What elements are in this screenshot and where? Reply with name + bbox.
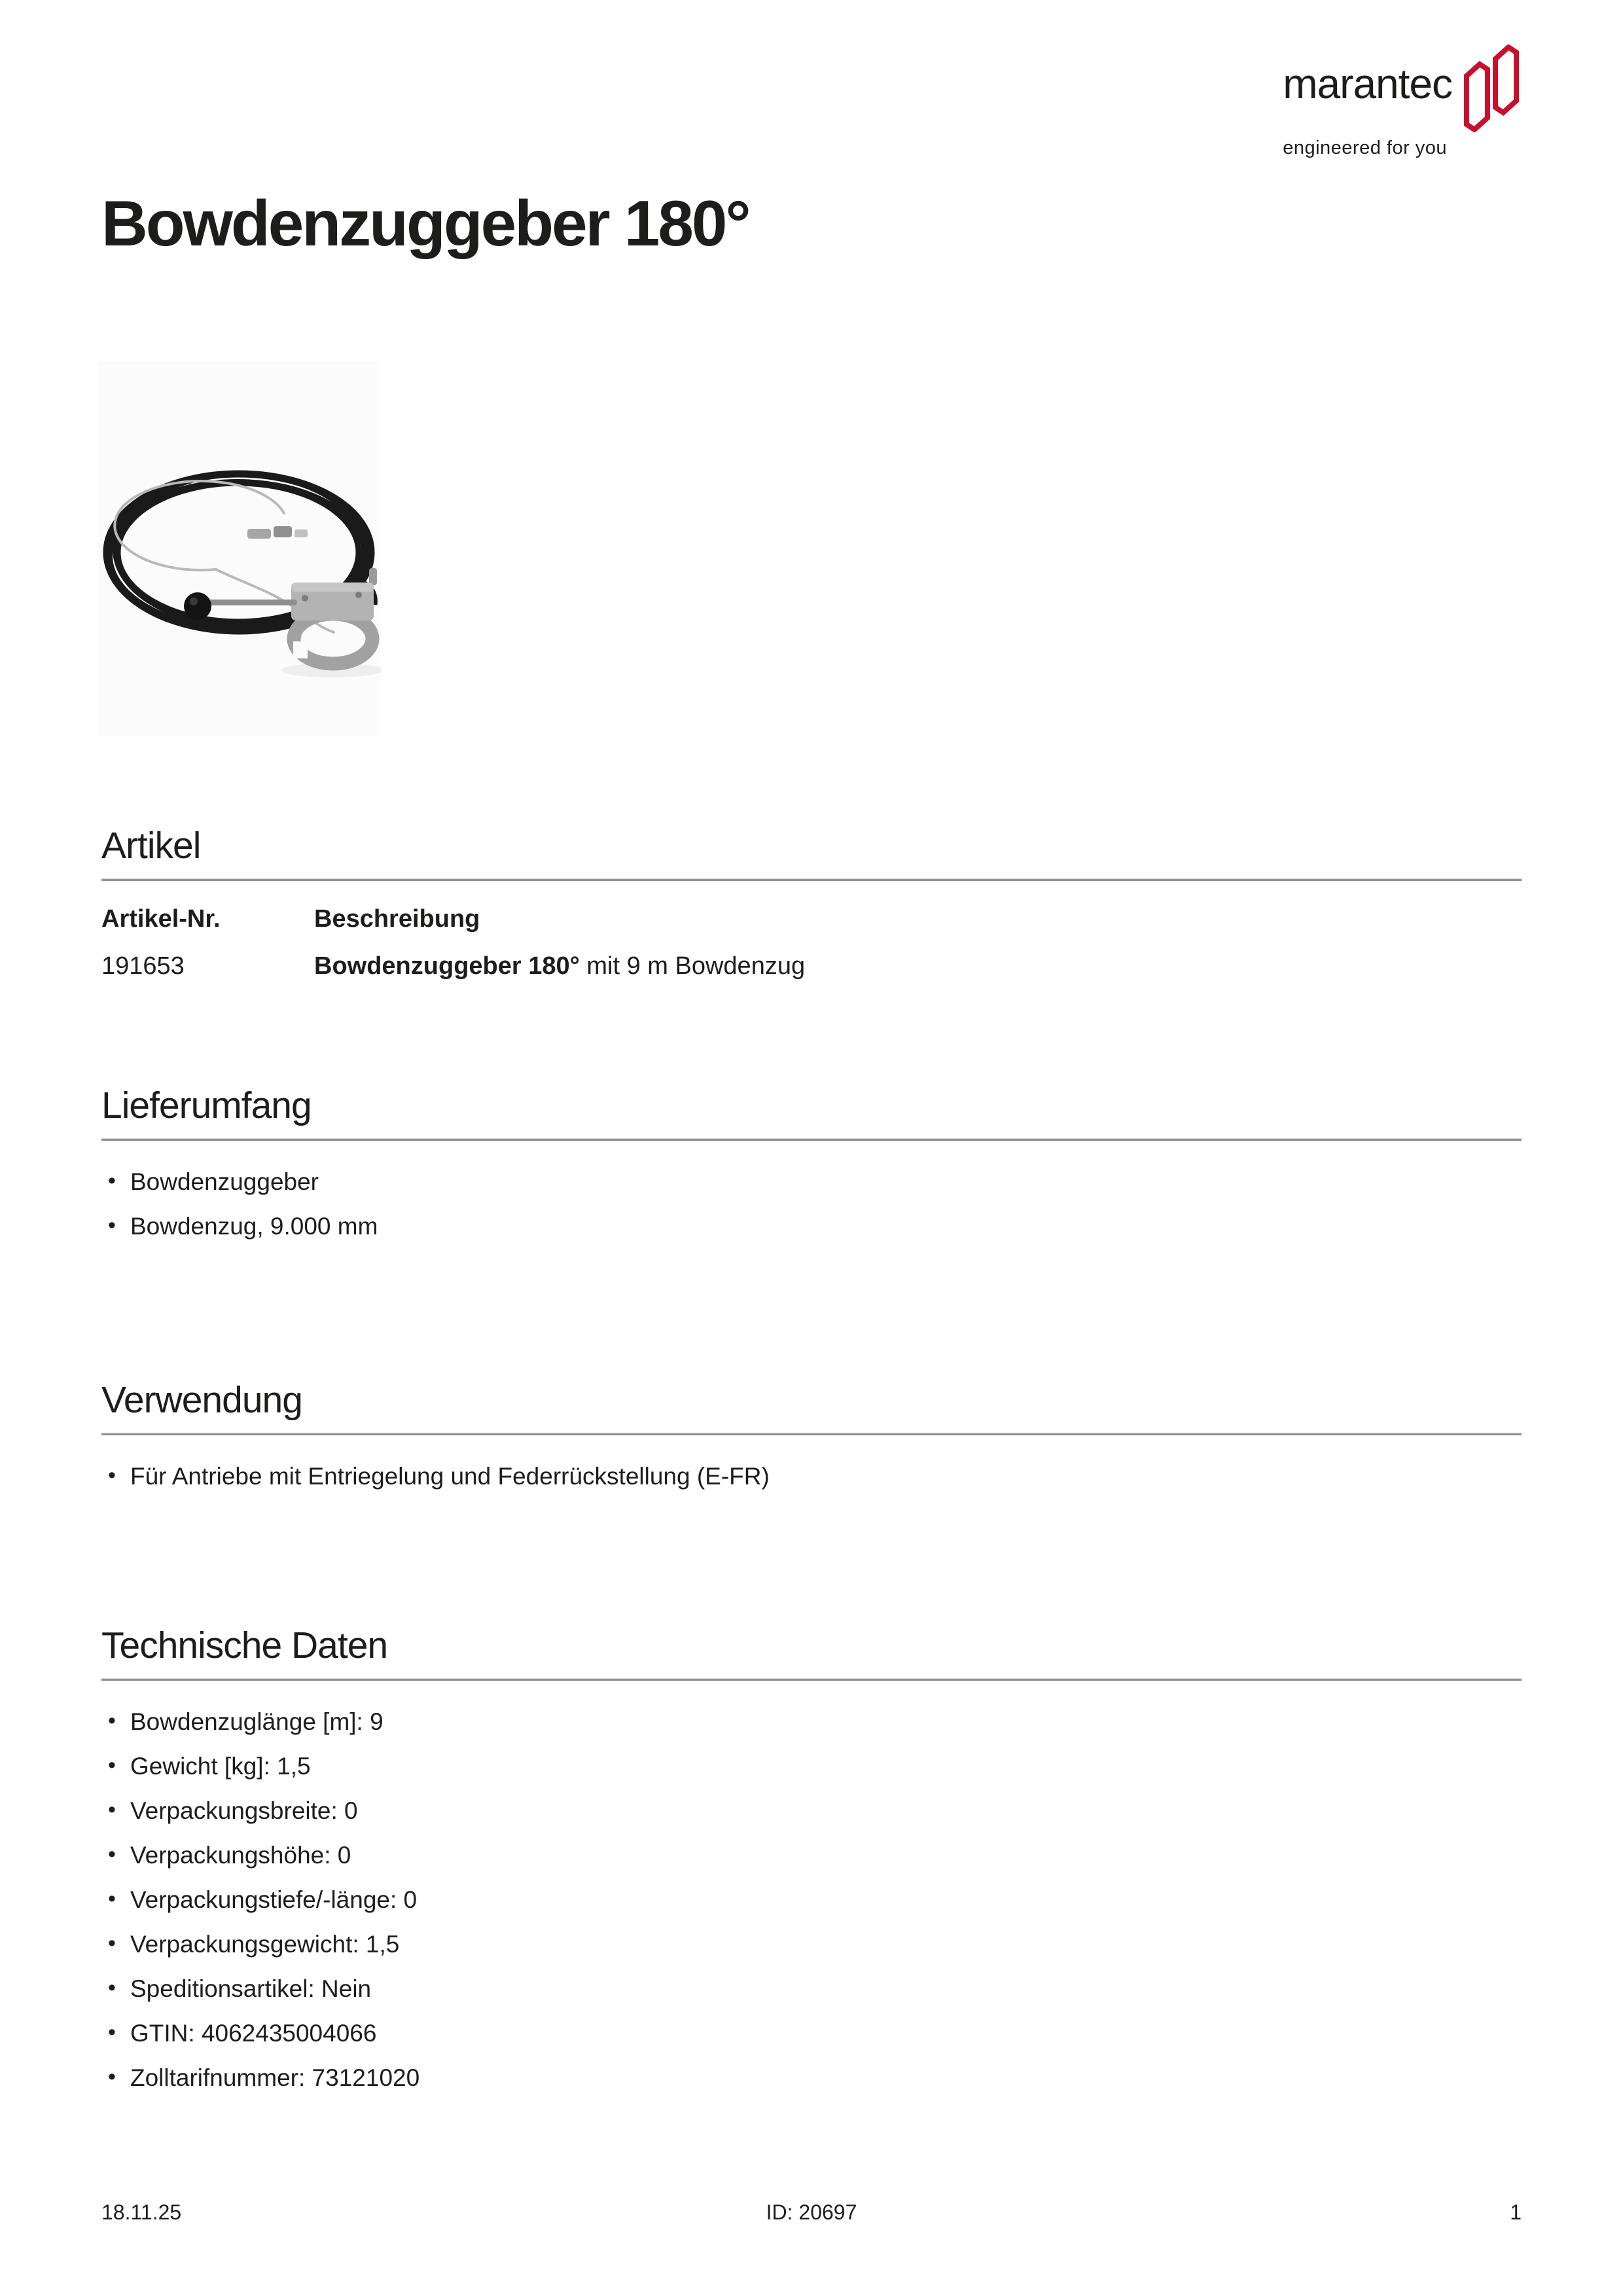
product-photo — [98, 361, 381, 736]
article-description-bold: Bowdenzuggeber 180° — [314, 952, 580, 980]
list-item: • Speditionsartikel: Nein — [101, 1977, 1522, 2001]
article-table — [101, 905, 1522, 981]
section-rule — [101, 878, 1522, 881]
page-title: Bowdenzuggeber 180° — [101, 187, 749, 259]
brand-wordmark: marantec — [1283, 60, 1452, 107]
footer-page-number: 1 — [1510, 2200, 1522, 2224]
footer-date: 18.11.25 — [101, 2200, 182, 2224]
list-item: • Verpackungstiefe/-länge: 0 — [101, 1888, 1522, 1912]
verwendung-list — [101, 1464, 1522, 1488]
list-item: • Bowdenzug, 9.000 mm — [101, 1214, 1522, 1238]
list-item: • Gewicht [kg]: 1,5 — [101, 1754, 1522, 1778]
section-rule — [101, 1138, 1522, 1141]
lieferumfang-list — [101, 1170, 1522, 1238]
section-rule — [101, 1678, 1522, 1681]
list-item: • Zolltarifnummer: 73121020 — [101, 2066, 1522, 2090]
marantec-door-icon — [1461, 45, 1522, 132]
section-technische-daten — [101, 1623, 1522, 2110]
list-item: • Bowdenzuglänge [m]: 9 — [101, 1710, 1522, 1734]
section-heading-artikel: Artikel — [101, 825, 201, 867]
section-heading-technische-daten: Technische Daten — [101, 1624, 388, 1666]
column-header-beschreibung: Beschreibung — [314, 905, 480, 933]
section-lieferumfang — [101, 1083, 1522, 1259]
list-item: • Bowdenzuggeber — [101, 1170, 1522, 1194]
list-item: • GTIN: 4062435004066 — [101, 2021, 1522, 2045]
article-number-cell: 191653 — [101, 952, 185, 980]
section-heading-lieferumfang: Lieferumfang — [101, 1085, 312, 1126]
brand-tagline: engineered for you — [1283, 137, 1448, 158]
list-item: • Für Antriebe mit Entriegelung und Federrückstellung (E-FR) — [101, 1464, 1522, 1488]
article-description-rest: mit 9 m Bowdenzug — [579, 952, 806, 980]
article-description-cell — [314, 952, 1522, 982]
technische-daten-list — [101, 1710, 1522, 2090]
column-header-artikel-nr: Artikel-Nr. — [101, 905, 221, 933]
section-heading-verwendung: Verwendung — [101, 1379, 302, 1421]
list-item: • Verpackungsgewicht: 1,5 — [101, 1932, 1522, 1956]
brand-logo — [1283, 45, 1522, 159]
section-artikel — [101, 823, 1522, 982]
section-verwendung — [101, 1378, 1522, 1509]
list-item: • Verpackungshöhe: 0 — [101, 1843, 1522, 1867]
list-item: • Verpackungsbreite: 0 — [101, 1799, 1522, 1823]
section-rule — [101, 1433, 1522, 1435]
footer-doc-id: ID: 20697 — [766, 2200, 857, 2224]
